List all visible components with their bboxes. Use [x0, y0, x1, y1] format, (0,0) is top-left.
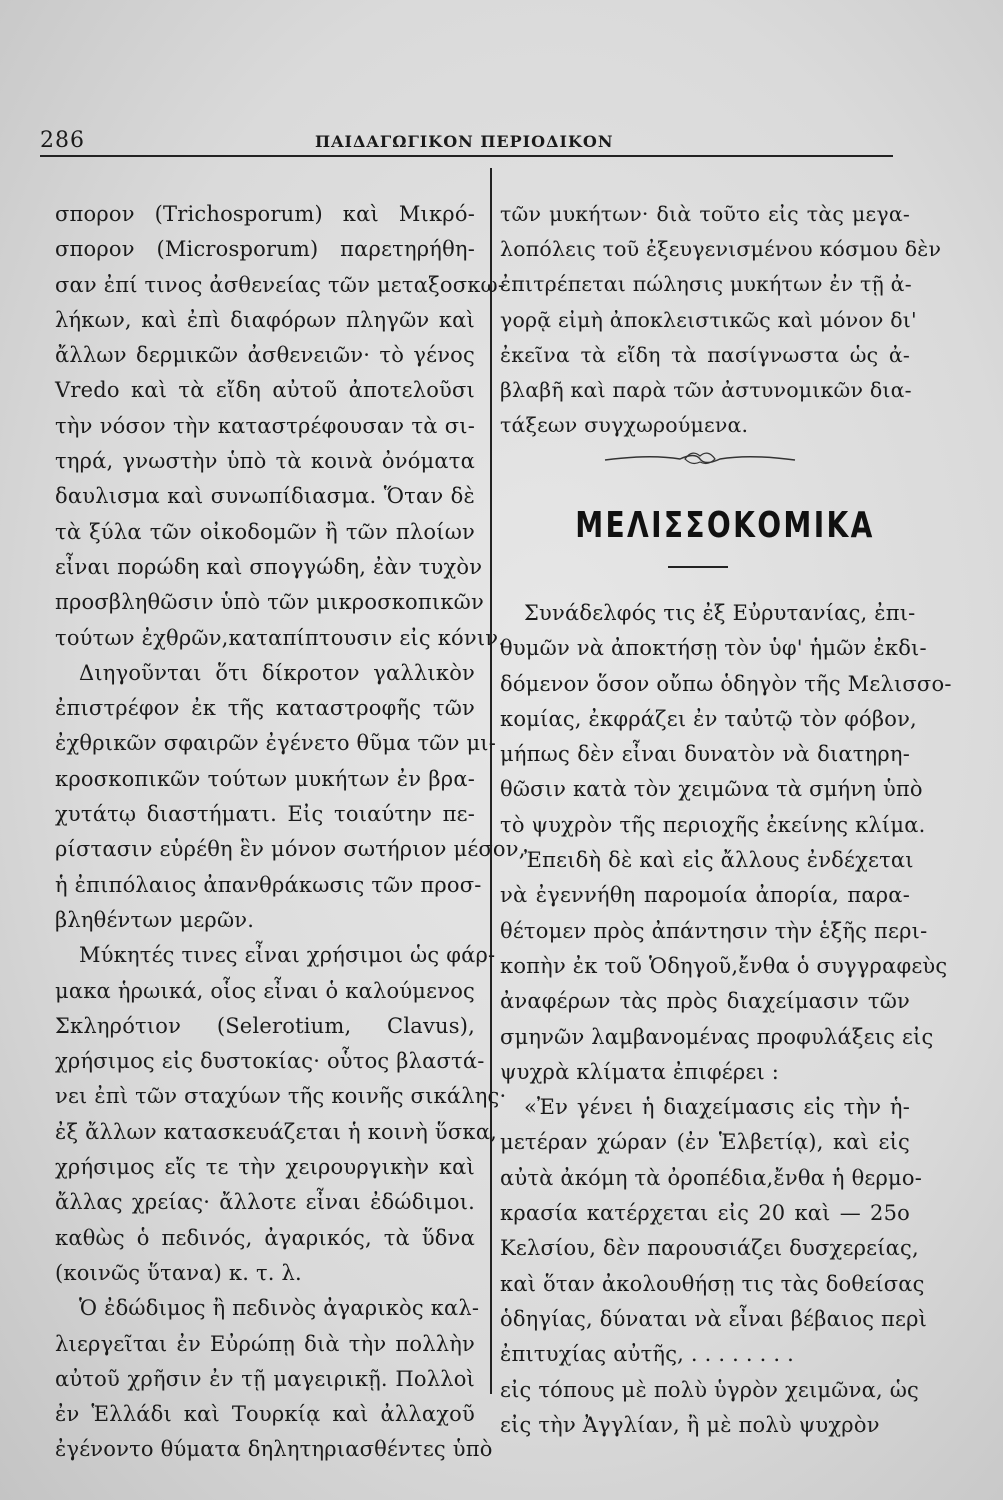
text-line: ἡ ἐπιπόλαιος ἀπανθράκωσις τῶν προσ-: [55, 872, 482, 897]
text-line: (κοινῶς ὕτανα) κ. τ. λ.: [55, 1260, 302, 1285]
text-line: νὰ ἐγεννήθη παρομοία ἀπορία, παρα-: [500, 883, 910, 908]
text-line: ἄλλων δερμικῶν ἀσθενειῶν· τὸ γένος: [55, 343, 475, 368]
text-line: αὐτὰ ἀκόμη τὰ ὀροπέδια,ἔνθα ἡ θερμο-: [500, 1165, 923, 1190]
text-line: τὴν νόσον τὴν καταστρέφουσαν τὰ σι-: [55, 413, 475, 438]
text-line: ἐκεῖνα τὰ εἴδη τὰ πασίγνωστα ὡς ἀ-: [500, 342, 910, 367]
section-title: ΜΕΛΙΣΣΟΚΟΜΙΚΑ: [575, 505, 875, 546]
text-line: τηρά, γνωστὴν ὑπὸ τὰ κοινὰ ὀνόματα: [55, 449, 475, 474]
text-line: ἐχθρικῶν σφαιρῶν ἐγένετο θῦμα τῶν μι-: [55, 731, 497, 756]
text-line: τάξεων συγχωρούμενα.: [500, 413, 749, 438]
text-line: ἐξ ἄλλων κατασκευάζεται ἡ κοινὴ ὕσκα,: [55, 1119, 498, 1144]
text-line: βληθέντων μερῶν.: [55, 907, 255, 932]
text-line: Ὁ ἐδώδιμος ἢ πεδινὸς ἀγαρικὸς καλ-: [79, 1296, 480, 1321]
text-line: μετέραν χώραν (ἐν Ἑλβετίᾳ), καὶ εἰς: [500, 1130, 910, 1155]
text-line: μήπως δὲν εἶναι δυνατὸν νὰ διατηρη-: [500, 742, 910, 767]
text-line: σπορον (Trichosporum) καὶ Μικρό-: [55, 202, 475, 226]
text-line: Κελσίου, δὲν παρουσιάζει δυσχερείας,: [500, 1236, 919, 1261]
text-line: τούτων ἐχθρῶν,καταπίπτουσιν εἰς κόνιν.: [55, 625, 506, 650]
text-line: εἶναι πορώδη καὶ σπογγώδη, ἐὰν τυχὸν: [55, 554, 483, 579]
column-divider: [490, 168, 492, 1394]
text-line: εἰς τόπους μὲ πολὺ ὑγρὸν χειμῶνα, ὡς: [500, 1377, 919, 1402]
text-line: τῶν μυκήτων· διὰ τοῦτο εἰς τὰς μεγα-: [500, 202, 910, 226]
text-line: λιεργεῖται ἐν Εὐρώπῃ διὰ τὴν πολλὴν: [55, 1331, 475, 1356]
title-rule: [668, 566, 728, 568]
text-line: Διηγοῦνται ὅτι δίκροτον γαλλικὸν: [79, 660, 475, 685]
page-header: [40, 128, 895, 156]
text-line: Μύκητές τινες εἶναι χρήσιμοι ὡς φάρ-: [79, 943, 496, 968]
text-line: προσβληθῶσιν ὑπὸ τῶν μικροσκοπικῶν: [55, 590, 484, 615]
text-line: ὁδηγίας, δύναται νὰ εἶναι βέβαιος περὶ: [500, 1306, 928, 1331]
text-line: ἐπιστρέφον ἐκ τῆς καταστροφῆς τῶν: [55, 696, 475, 721]
text-line: δαυλισμα καὶ συνωπίδιασμα. Ὅταν δὲ: [55, 484, 475, 509]
text-line: τὰ ξύλα τῶν οἰκοδομῶν ἢ τῶν πλοίων: [55, 519, 475, 544]
text-line: ψυχρὰ κλίματα ἐπιφέρει :: [500, 1059, 780, 1084]
text-line: θυμῶν νὰ ἀποκτήσῃ τὸν ὑφ' ἡμῶν ἐκδι-: [500, 636, 927, 661]
text-line: χρήσιμος εἰς δυστοκίας· οὗτος βλαστά-: [55, 1049, 485, 1074]
running-title: ΠΑΙΔΑΓΩΓΙΚΟΝ ΠΕΡΙΟΔΙΚΟΝ: [315, 132, 614, 151]
text-line: βλαβῆ καὶ παρὰ τῶν ἀστυνομικῶν δια-: [500, 377, 912, 402]
text-line: Συνάδελφός τις ἐξ Εὐρυτανίας, ἐπι-: [524, 601, 916, 625]
text-line: εἰς τὴν Ἀγγλίαν, ἢ μὲ πολὺ ψυχρὸν: [500, 1412, 880, 1437]
text-line: χρήσιμος εἴς τε τὴν χειρουργικὴν καὶ: [55, 1155, 475, 1180]
text-line: κροσκοπικῶν τούτων μυκήτων ἐν βρα-: [55, 766, 475, 791]
text-line: σαν ἐπί τινος ἀσθενείας τῶν μεταξοσκω-: [55, 272, 506, 297]
text-line: χυτάτῳ διαστήματι. Εἰς τοιαύτην πε-: [55, 802, 475, 827]
page-number: 286: [40, 128, 85, 153]
text-line: λήκων, καὶ ἐπὶ διαφόρων πληγῶν καὶ: [55, 307, 475, 332]
text-line: δόμενον ὅσον οὔπω ὁδηγὸν τῆς Μελισσο-: [500, 671, 952, 696]
text-line: θῶσιν κατὰ τὸν χειμῶνα τὰ σμήνη ὑπὸ: [500, 777, 923, 802]
text-line: ἄλλας χρείας· ἄλλοτε εἶναι ἐδώδιμοι.: [55, 1190, 475, 1215]
text-line: κοπὴν ἐκ τοῦ Ὁδηγοῦ,ἔνθα ὁ συγγραφεὺς: [500, 953, 948, 978]
text-line: ἐγένοντο θύματα δηλητηριασθέντες ὑπὸ: [55, 1437, 493, 1462]
right-column-top: [500, 197, 942, 443]
text-line: μακα ἡρωικά, οἷος εἶναι ὁ καλούμενος: [55, 978, 475, 1003]
text-line: καὶ ὅταν ἀκολουθήσῃ τις τὰς δοθείσας: [500, 1271, 925, 1296]
header-rule: [40, 155, 893, 157]
text-line: ἐπιτυχίας αὐτῆς, . . . . . . . .: [500, 1342, 795, 1367]
text-line: νει ἐπὶ τῶν σταχύων τῆς κοινῆς σικάλης·: [55, 1084, 507, 1109]
text-line: Ἐπειδὴ δὲ καὶ εἰς ἄλλους ἐνδέχεται: [524, 848, 914, 873]
text-line: αὐτοῦ χρῆσιν ἐν τῇ μαγειρικῇ. Πολλοὶ: [55, 1366, 475, 1391]
text-line: λοπόλεις τοῦ ἐξευγενισμένου κόσμου δὲν: [500, 237, 942, 262]
text-line: Vredo καὶ τὰ εἴδη αὐτοῦ ἀποτελοῦσι: [55, 378, 475, 403]
text-line: ἐν Ἑλλάδι καὶ Τουρκίᾳ καὶ ἀλλαχοῦ: [55, 1402, 475, 1427]
left-column: [55, 197, 526, 1468]
right-column-body: [500, 596, 952, 1443]
text-line: τὸ ψυχρὸν τῆς περιοχῆς ἐκείνης κλίμα.: [500, 812, 926, 837]
text-line: θέτομεν πρὸς ἀπάντησιν τὴν ἑξῆς περι-: [500, 918, 928, 943]
ornament-divider-icon: [600, 444, 800, 474]
text-line: κομίας, ἐκφράζει ἐν ταὐτῷ τὸν φόβον,: [500, 706, 917, 731]
text-line: ρίστασιν εὑρέθη ἓν μόνον σωτήριον μέσον,: [55, 837, 526, 862]
text-line: «Ἐν γένει ἡ διαχείμασις εἰς τὴν ἡ-: [524, 1095, 910, 1120]
text-line: σπορον (Microsporum) παρετηρήθη-: [55, 237, 475, 262]
text-line: γορᾷ εἰμὴ ἀποκλειστικῶς καὶ μόνον δι': [500, 307, 917, 332]
text-line: καθὼς ὁ πεδινός, ἀγαρικός, τὰ ὕδνα: [55, 1225, 475, 1250]
text-line: σμηνῶν λαμβανομένας προφυλάξεις εἰς: [500, 1024, 934, 1049]
text-line: ἐπιτρέπεται πώλησις μυκήτων ἐν τῇ ἀ-: [500, 272, 912, 297]
text-line: Σκληρότιον (Selerotium, Clavus),: [55, 1013, 475, 1038]
text-line: κρασία κατέρχεται εἰς 20 καὶ — 25ο: [500, 1201, 910, 1226]
text-line: ἀναφέρων τὰς πρὸς διαχείμασιν τῶν: [500, 989, 910, 1014]
